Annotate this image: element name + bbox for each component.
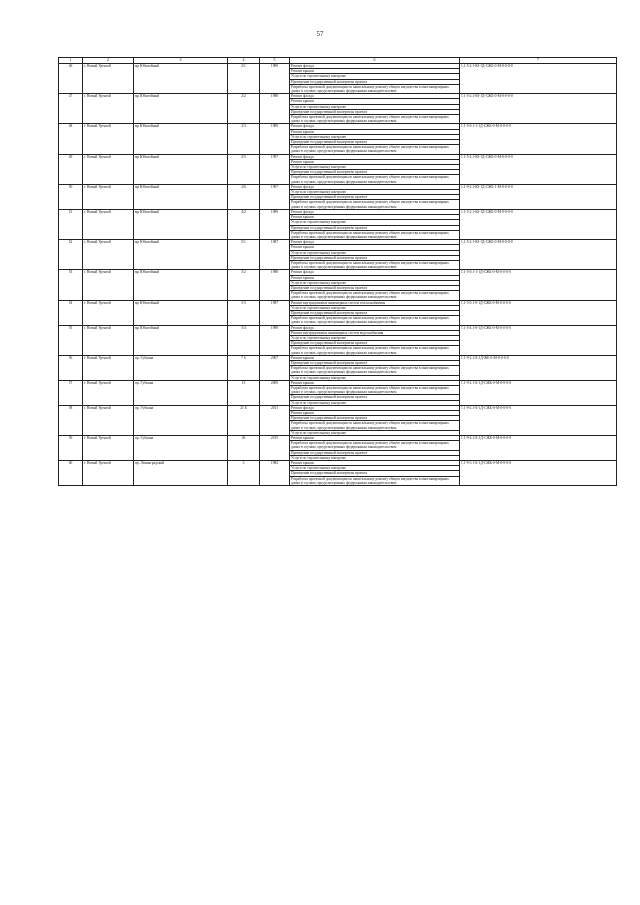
work-item: Ремонт крыши <box>290 436 460 441</box>
house-cell: 7 б <box>228 355 260 380</box>
city-cell: г. Новый Уренгой <box>83 240 134 270</box>
column-number: 4 <box>228 58 260 64</box>
classification-code: 1.1-5-2.1-Ю-1Д-СЖБ-0-М-0-0-0-0 <box>460 209 617 239</box>
classification-code: 1.1-5-0.1-1-1Д-СЖБ-0-М-0-0-0-0 <box>460 124 617 154</box>
city-cell: г. Новый Уренгой <box>83 154 134 184</box>
street-cell: пр. Губкина <box>134 355 228 380</box>
work-item: Услуги по строительному контролю <box>290 400 460 405</box>
city-cell: г. Новый Уренгой <box>83 124 134 154</box>
year-cell: 1987 <box>260 240 290 270</box>
street-cell: мр Юбилейный <box>134 240 228 270</box>
row-number: 47 <box>59 94 83 124</box>
work-item: Услуги по строительному контролю <box>290 466 460 471</box>
work-item: Разработка проектной документации по капитальному ремонту общего имущества в многоквартирных домах в случаях, предусмотренных федеральным законодательством <box>290 421 460 430</box>
work-item: Услуги по строительному контролю <box>290 430 460 435</box>
city-cell: г. Новый Уренгой <box>83 300 134 325</box>
work-item: Услуги по строительному контролю <box>290 134 460 139</box>
house-cell: 3 <box>228 461 260 486</box>
row-number: 53 <box>59 270 83 300</box>
work-item: Разработка проектной документации по капитальному ремонту общего имущества в многоквартирных домах в случаях, предусмотренных федеральным законодательством <box>290 291 460 300</box>
street-cell: мр Юбилейный <box>134 154 228 184</box>
work-item: Ремонт внутридомовых инженерных систем теплоснабжения <box>290 300 460 305</box>
work-item: Проведение государственной экспертизы проекта <box>290 140 460 145</box>
work-item: Услуги по строительному контролю <box>290 335 460 340</box>
city-cell: г. Новый Уренгой <box>83 184 134 209</box>
classification-code: 1.1-5-2.1-Ю-1Д-СЖБ-0-М-0-0-0-0 <box>460 154 617 184</box>
classification-code: 1.1-5-2.1-Ю-1Д-СЖБ-0-М-0-0-0-0 <box>460 240 617 270</box>
register-table <box>58 57 617 486</box>
year-cell: 1989 <box>260 124 290 154</box>
year-cell: 1989 <box>260 325 290 355</box>
work-item: Ремонт фасада <box>290 124 460 129</box>
street-cell: пр. Губкина <box>134 436 228 461</box>
work-item: Разработка проектной документации по капитальному ремонту общего имущества в многоквартирных домах в случаях, предусмотренных федеральным законодательством <box>290 366 460 375</box>
work-item: Ремонт крыши <box>290 215 460 220</box>
work-item: Разработка проектной документации по капитальному ремонту общего имущества в многоквартирных домах в случаях, предусмотренных федеральным законодательством <box>290 230 460 239</box>
classification-code: 1.1-5-2.1-Ю-1Д-СЖБ-0-М-0-0-0-0 <box>460 64 617 94</box>
street-cell: пр. Ленинградский <box>134 461 228 486</box>
work-item: Услуги по строительному контролю <box>290 104 460 109</box>
row-number: 48 <box>59 124 83 154</box>
work-item: Ремонт крыши <box>290 461 460 466</box>
column-number: 3 <box>134 58 228 64</box>
classification-code: 1.1-5-0.1-0-1Д-СЖБ-0-М-0-0-0-0 <box>460 300 617 325</box>
work-item: Проведение государственной экспертизы проекта <box>290 285 460 290</box>
house-cell: 2/5 <box>228 154 260 184</box>
year-cell: 1988 <box>260 94 290 124</box>
work-item: Разработка проектной документации по капитальному ремонту общего имущества в многоквартирных домах в случаях, предусмотренных федеральным законодательством <box>290 145 460 154</box>
city-cell: г. Новый Уренгой <box>83 325 134 355</box>
classification-code: 1.1-9-2.1-Б-1Д-ЖБ-0-М-0-0-0-0 <box>460 355 617 380</box>
house-cell: 5/4 <box>228 325 260 355</box>
work-item: Ремонт фасада <box>290 94 460 99</box>
classification-code: 1.1-9-2.1-Ю-1Д-СЖБ-1-М-0-0-0-0 <box>460 184 617 209</box>
work-item: Проведение государственной экспертизы проекта <box>290 79 460 84</box>
work-item: Услуги по строительному контролю <box>290 190 460 195</box>
city-cell: г. Новый Уренгой <box>83 461 134 486</box>
year-cell: 1987 <box>260 300 290 325</box>
work-item: Ремонт крыши <box>290 355 460 360</box>
row-number: 51 <box>59 209 83 239</box>
work-item: Ремонт крыши <box>290 380 460 385</box>
city-cell: г. Новый Уренгой <box>83 380 134 405</box>
year-cell: 2015 <box>260 436 290 461</box>
work-item: Услуги по строительному контролю <box>290 74 460 79</box>
year-cell: 1989 <box>260 209 290 239</box>
house-cell: 4/2 <box>228 209 260 239</box>
work-item: Ремонт крыши <box>290 411 460 416</box>
row-number: 57 <box>59 380 83 405</box>
classification-code: 1.1-9-2.1-Б-1Д-СЖБ-0-М-0-0-0-0 <box>460 380 617 405</box>
column-number: 1 <box>59 58 83 64</box>
house-cell: 13 <box>228 380 260 405</box>
city-cell: г. Новый Уренгой <box>83 355 134 380</box>
year-cell: 1988 <box>260 270 290 300</box>
street-cell: мр Юбилейный <box>134 124 228 154</box>
column-number: 5 <box>260 58 290 64</box>
column-number: 2 <box>83 58 134 64</box>
work-item: Ремонт фасада <box>290 270 460 275</box>
city-cell: г. Новый Уренгой <box>83 64 134 94</box>
work-item: Ремонт фасада <box>290 154 460 159</box>
page-number: 57 <box>316 30 324 38</box>
year-cell: 2009 <box>260 380 290 405</box>
row-number: 50 <box>59 184 83 209</box>
year-cell: 1982 <box>260 461 290 486</box>
classification-code: 1.1-9-2.1-Б-1Д-СЖБ-0-М-0-0-0-0 <box>460 405 617 435</box>
work-item: Услуги по строительному контролю <box>290 280 460 285</box>
work-item: Разработка проектной документации по капитальному ремонту общего имущества в многоквартирных домах в случаях, предусмотренных федеральным законодательством <box>290 316 460 325</box>
house-cell: 26 <box>228 436 260 461</box>
work-item: Разработка проектной документации по капитальному ремонту общего имущества в многоквартирных домах в случаях, предусмотренных федеральным законодательством <box>290 476 460 485</box>
classification-code: 1.1-9-4.1-Б-1Д-СЖБ-0-М-0-0-0-0 <box>460 436 617 461</box>
work-item: Проведение государственной экспертизы проекта <box>290 109 460 114</box>
street-cell: мр Юбилейный <box>134 94 228 124</box>
work-item: Проведение государственной экспертизы проекта <box>290 341 460 346</box>
street-cell: мр Юбилейный <box>134 184 228 209</box>
street-cell: пр. Губкина <box>134 380 228 405</box>
work-item: Ремонт крыши <box>290 159 460 164</box>
year-cell: 2007 <box>260 355 290 380</box>
work-item: Услуги по строительному контролю <box>290 220 460 225</box>
year-cell: 1997 <box>260 184 290 209</box>
work-item: Проведение государственной экспертизы проекта <box>290 471 460 476</box>
row-number: 49 <box>59 154 83 184</box>
work-item: Разработка проектной документации по капитальному ремонту общего имущества в многоквартирных домах в случаях, предусмотренных федеральным законодательством <box>290 84 460 93</box>
work-item: Ремонт внутридомовых инженерных систем водоснабжения <box>290 330 460 335</box>
year-cell: 1997 <box>260 154 290 184</box>
street-cell: мр Юбилейный <box>134 209 228 239</box>
work-item: Ремонт крыши <box>290 69 460 74</box>
work-item: Ремонт крыши <box>290 99 460 104</box>
work-item: Разработка проектной документации по капитальному ремонту общего имущества в многоквартирных домах в случаях, предусмотренных федеральным законодательством <box>290 115 460 124</box>
work-item: Услуги по строительному контролю <box>290 165 460 170</box>
classification-code: 1.1-9-3.1-Б-1Д-СЖБ-0-М-0-0-0-0 <box>460 461 617 486</box>
street-cell: мр Юбилейный <box>134 64 228 94</box>
year-cell: 1989 <box>260 64 290 94</box>
work-item: Разработка проектной документации по капитальному ремонту общего имущества в многоквартирных домах в случаях, предусмотренных федеральным законодательством <box>290 441 460 450</box>
row-number: 46 <box>59 64 83 94</box>
classification-code: 1.1-5-0.1-1-1Д-СЖБ-0-М-0-0-0-0 <box>460 270 617 300</box>
work-item: Проведение государственной экспертизы проекта <box>290 450 460 455</box>
city-cell: г. Новый Уренгой <box>83 405 134 435</box>
work-item: Услуги по строительному контролю <box>290 375 460 380</box>
work-item: Ремонт фасада <box>290 209 460 214</box>
row-number: 58 <box>59 405 83 435</box>
city-cell: г. Новый Уренгой <box>83 436 134 461</box>
house-cell: 21 Б <box>228 405 260 435</box>
house-cell: 2/2 <box>228 94 260 124</box>
house-cell: 2/6 <box>228 184 260 209</box>
classification-code: 1.1-5-2.1-Ю-1Д-СЖБ-0-М-0-0-0-0 <box>460 94 617 124</box>
work-item: Проведение государственной экспертизы проекта <box>290 360 460 365</box>
column-number: 7 <box>460 58 617 64</box>
work-item: Разработка проектной документации по капитальному ремонту общего имущества в многоквартирных домах в случаях, предусмотренных федеральным законодательством <box>290 386 460 395</box>
row-number: 55 <box>59 325 83 355</box>
classification-code: 1.1-5-4.1-0-1Д-СЖБ-0-М-0-0-0-0 <box>460 325 617 355</box>
city-cell: г. Новый Уренгой <box>83 270 134 300</box>
work-item: Ремонт фасада <box>290 325 460 330</box>
work-item: Проведение государственной экспертизы проекта <box>290 310 460 315</box>
work-item: Услуги по строительному контролю <box>290 250 460 255</box>
house-cell: 2/3 <box>228 124 260 154</box>
city-cell: г. Новый Уренгой <box>83 209 134 239</box>
house-cell: 2/1 <box>228 64 260 94</box>
work-item: Услуги по строительному контролю <box>290 305 460 310</box>
work-item: Ремонт крыши <box>290 245 460 250</box>
row-number: 56 <box>59 355 83 380</box>
work-item: Ремонт фасада <box>290 240 460 245</box>
work-item: Ремонт фасада <box>290 184 460 189</box>
work-item: Ремонт крыши <box>290 275 460 280</box>
street-cell: мр Юбилейный <box>134 300 228 325</box>
column-number: 6 <box>290 58 460 64</box>
work-item: Ремонт фасада <box>290 64 460 69</box>
work-item: Ремонт крыши <box>290 129 460 134</box>
work-item: Ремонт фасада <box>290 405 460 410</box>
work-item: Разработка проектной документации по капитальному ремонту общего имущества в многоквартирных домах в случаях, предусмотренных федеральным законодательством <box>290 260 460 269</box>
year-cell: 2011 <box>260 405 290 435</box>
row-number: 54 <box>59 300 83 325</box>
city-cell: г. Новый Уренгой <box>83 94 134 124</box>
work-item: Разработка проектной документации по капитальному ремонту общего имущества в многоквартирных домах в случаях, предусмотренных федеральным законодательством <box>290 175 460 184</box>
building-row <box>59 300 617 305</box>
house-cell: 5/1 <box>228 240 260 270</box>
street-cell: мр Юбилейный <box>134 325 228 355</box>
work-item: Проведение государственной экспертизы проекта <box>290 225 460 230</box>
work-item: Проведение государственной экспертизы проекта <box>290 170 460 175</box>
work-item: Проведение государственной экспертизы проекта <box>290 255 460 260</box>
work-item: Услуги по строительному контролю <box>290 455 460 460</box>
row-number: 59 <box>59 436 83 461</box>
street-cell: мр Юбилейный <box>134 270 228 300</box>
street-cell: пр. Губкина <box>134 405 228 435</box>
house-cell: 5/2 <box>228 270 260 300</box>
work-item: Разработка проектной документации по капитальному ремонту общего имущества в многоквартирных домах в случаях, предусмотренных федеральным законодательством <box>290 346 460 355</box>
work-item: Проведение государственной экспертизы проекта <box>290 195 460 200</box>
work-item: Проведение государственной экспертизы проекта <box>290 416 460 421</box>
work-item: Проведение государственной экспертизы проекта <box>290 395 460 400</box>
house-cell: 5/3 <box>228 300 260 325</box>
row-number: 60 <box>59 461 83 486</box>
work-item: Разработка проектной документации по капитальному ремонту общего имущества в многоквартирных домах в случаях, предусмотренных федеральным законодательством <box>290 200 460 209</box>
row-number: 52 <box>59 240 83 270</box>
